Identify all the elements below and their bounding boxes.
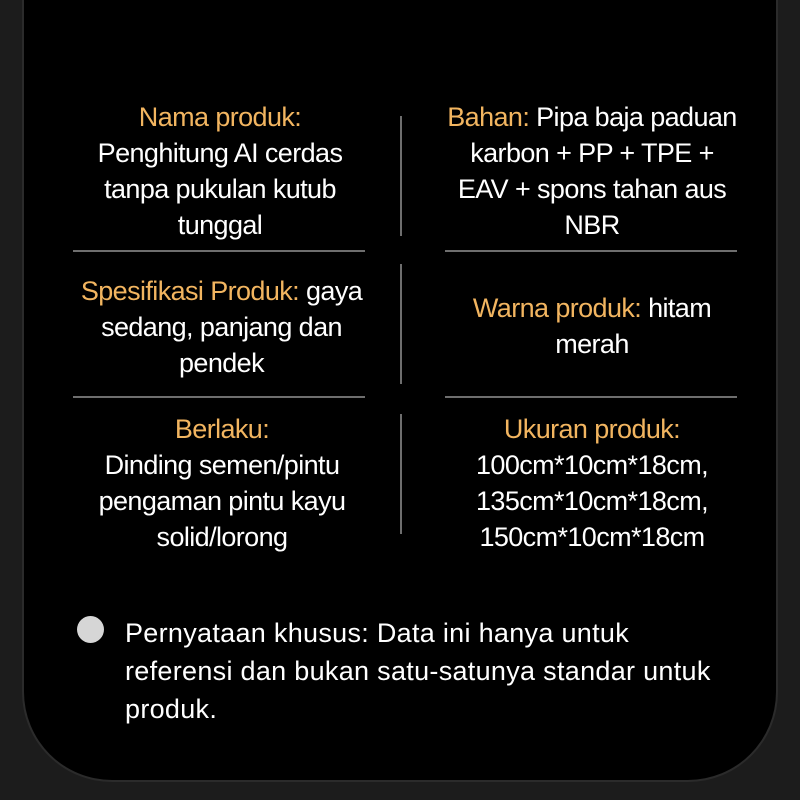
spec-value: 100cm*10cm*18cm, 135cm*10cm*18cm, 150cm*10cm*18cm bbox=[475, 450, 708, 552]
spec-label: Berlaku: bbox=[174, 414, 270, 444]
spec-ukuran bbox=[452, 411, 732, 555]
spec-label: Ukuran produk: bbox=[503, 414, 681, 444]
spec-nama-produk bbox=[70, 99, 370, 243]
divider-horizontal bbox=[73, 396, 365, 398]
spec-value: hitam merah bbox=[555, 293, 712, 359]
spec-value: gaya sedang, panjang dan pendek bbox=[101, 276, 363, 378]
spec-value: Penghitung AI cerdas tanpa pukulan kutub tunggal bbox=[97, 138, 343, 240]
divider-vertical bbox=[400, 116, 402, 236]
spec-label: Warna produk: bbox=[472, 293, 642, 323]
spec-value: Dinding semen/pintu pengaman pintu kayu solid/lorong bbox=[98, 450, 346, 552]
special-statement: Pernyataan khusus: Data ini hanya untuk referensi dan bukan satu-satunya standar untuk produk. bbox=[125, 618, 711, 724]
divider-vertical bbox=[400, 414, 402, 534]
divider-horizontal bbox=[73, 250, 365, 252]
spec-label: Nama produk: bbox=[138, 102, 302, 132]
spec-value: Pipa baja paduan karbon + PP + TPE + EAV + spons tahan aus NBR bbox=[457, 102, 737, 240]
spec-warna bbox=[447, 290, 737, 362]
spec-label: Spesifikasi Produk: bbox=[80, 276, 300, 306]
spec-berlaku bbox=[77, 411, 367, 555]
divider-horizontal bbox=[445, 396, 737, 398]
spec-spesifikasi bbox=[64, 273, 379, 381]
spec-label: Bahan: bbox=[447, 102, 530, 132]
spec-bahan bbox=[447, 99, 737, 243]
bullet-icon bbox=[77, 616, 104, 643]
divider-vertical bbox=[400, 264, 402, 384]
divider-horizontal bbox=[445, 250, 737, 252]
